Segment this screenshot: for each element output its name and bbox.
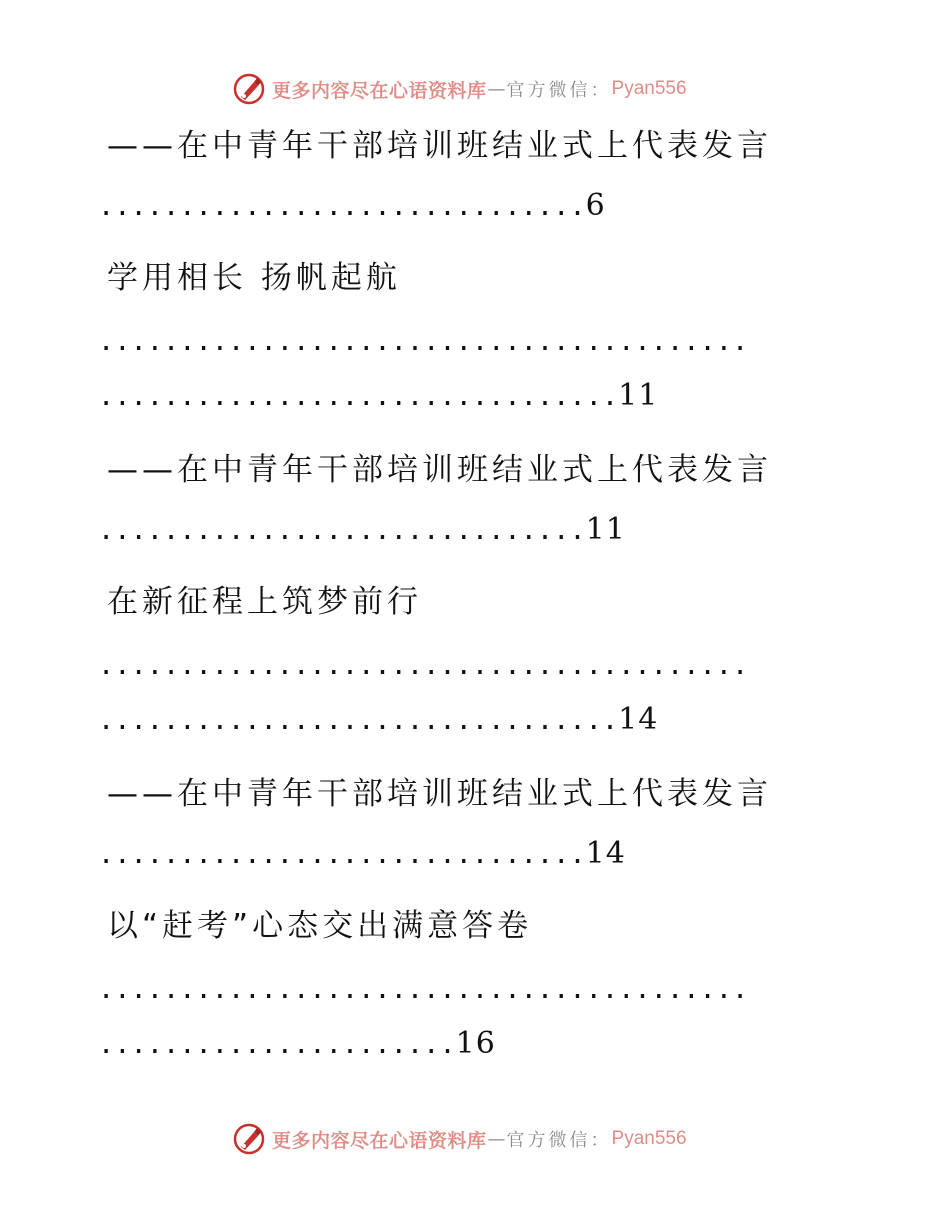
toc-entry-title: ——在中青年干部培训班结业式上代表发言 [107, 776, 772, 812]
watermark-separator: — [487, 1128, 506, 1150]
toc-dots: .............................. [98, 191, 586, 222]
watermark-text: 更多内容尽在心语资料库 [272, 79, 487, 102]
watermark-separator: — [487, 78, 506, 100]
toc-dots: .............................. [98, 839, 586, 870]
toc-entry-leader [98, 1024, 496, 1065]
toc-entry-title: 学用相长 扬帆起航 [107, 260, 401, 296]
toc-entry-leader [98, 970, 748, 1010]
toc-entry-leader [98, 186, 606, 227]
toc-page-number: 14 [618, 702, 659, 737]
footer-watermark [232, 1120, 687, 1158]
toc-dots: ........................................ [98, 326, 749, 357]
toc-entry-leader [98, 834, 626, 875]
toc-entry-title: 在新征程上筑梦前行 [107, 584, 422, 620]
toc-dots: ................................ [98, 705, 619, 736]
toc-entry-title: ——在中青年干部培训班结业式上代表发言 [107, 452, 772, 488]
watermark-official-label: 官方微信： [506, 80, 612, 101]
toc-entry-leader [98, 376, 658, 417]
toc-dots: .............................. [98, 515, 586, 546]
toc-entry-leader [98, 646, 748, 686]
toc-entry-leader [98, 700, 658, 741]
toc-entry-leader [98, 510, 626, 551]
toc-dots: ........................................ [98, 650, 749, 681]
watermark-wechat-id: Pyan556 [611, 78, 687, 99]
toc-dots: ................................ [98, 381, 619, 412]
toc-page-number: 16 [455, 1026, 496, 1061]
pen-logo-icon [232, 72, 266, 106]
toc-page-number: 11 [585, 512, 626, 547]
toc-dots: ...................... [98, 1029, 456, 1060]
toc-dots: ........................................ [98, 974, 749, 1005]
toc-entry-title: 以“赶考”心态交出满意答卷 [107, 908, 533, 944]
watermark-wechat-id: Pyan556 [611, 1128, 687, 1149]
header-watermark [232, 70, 687, 108]
toc-page-number: 14 [585, 836, 626, 871]
watermark-official-label: 官方微信： [506, 1130, 612, 1151]
toc-entry-leader [98, 322, 748, 362]
toc-page-number: 6 [585, 188, 606, 223]
watermark-text: 更多内容尽在心语资料库 [272, 1129, 487, 1152]
pen-logo-icon [232, 1122, 266, 1156]
toc-page-number: 11 [618, 378, 659, 413]
toc-entry-title: ——在中青年干部培训班结业式上代表发言 [107, 128, 772, 164]
